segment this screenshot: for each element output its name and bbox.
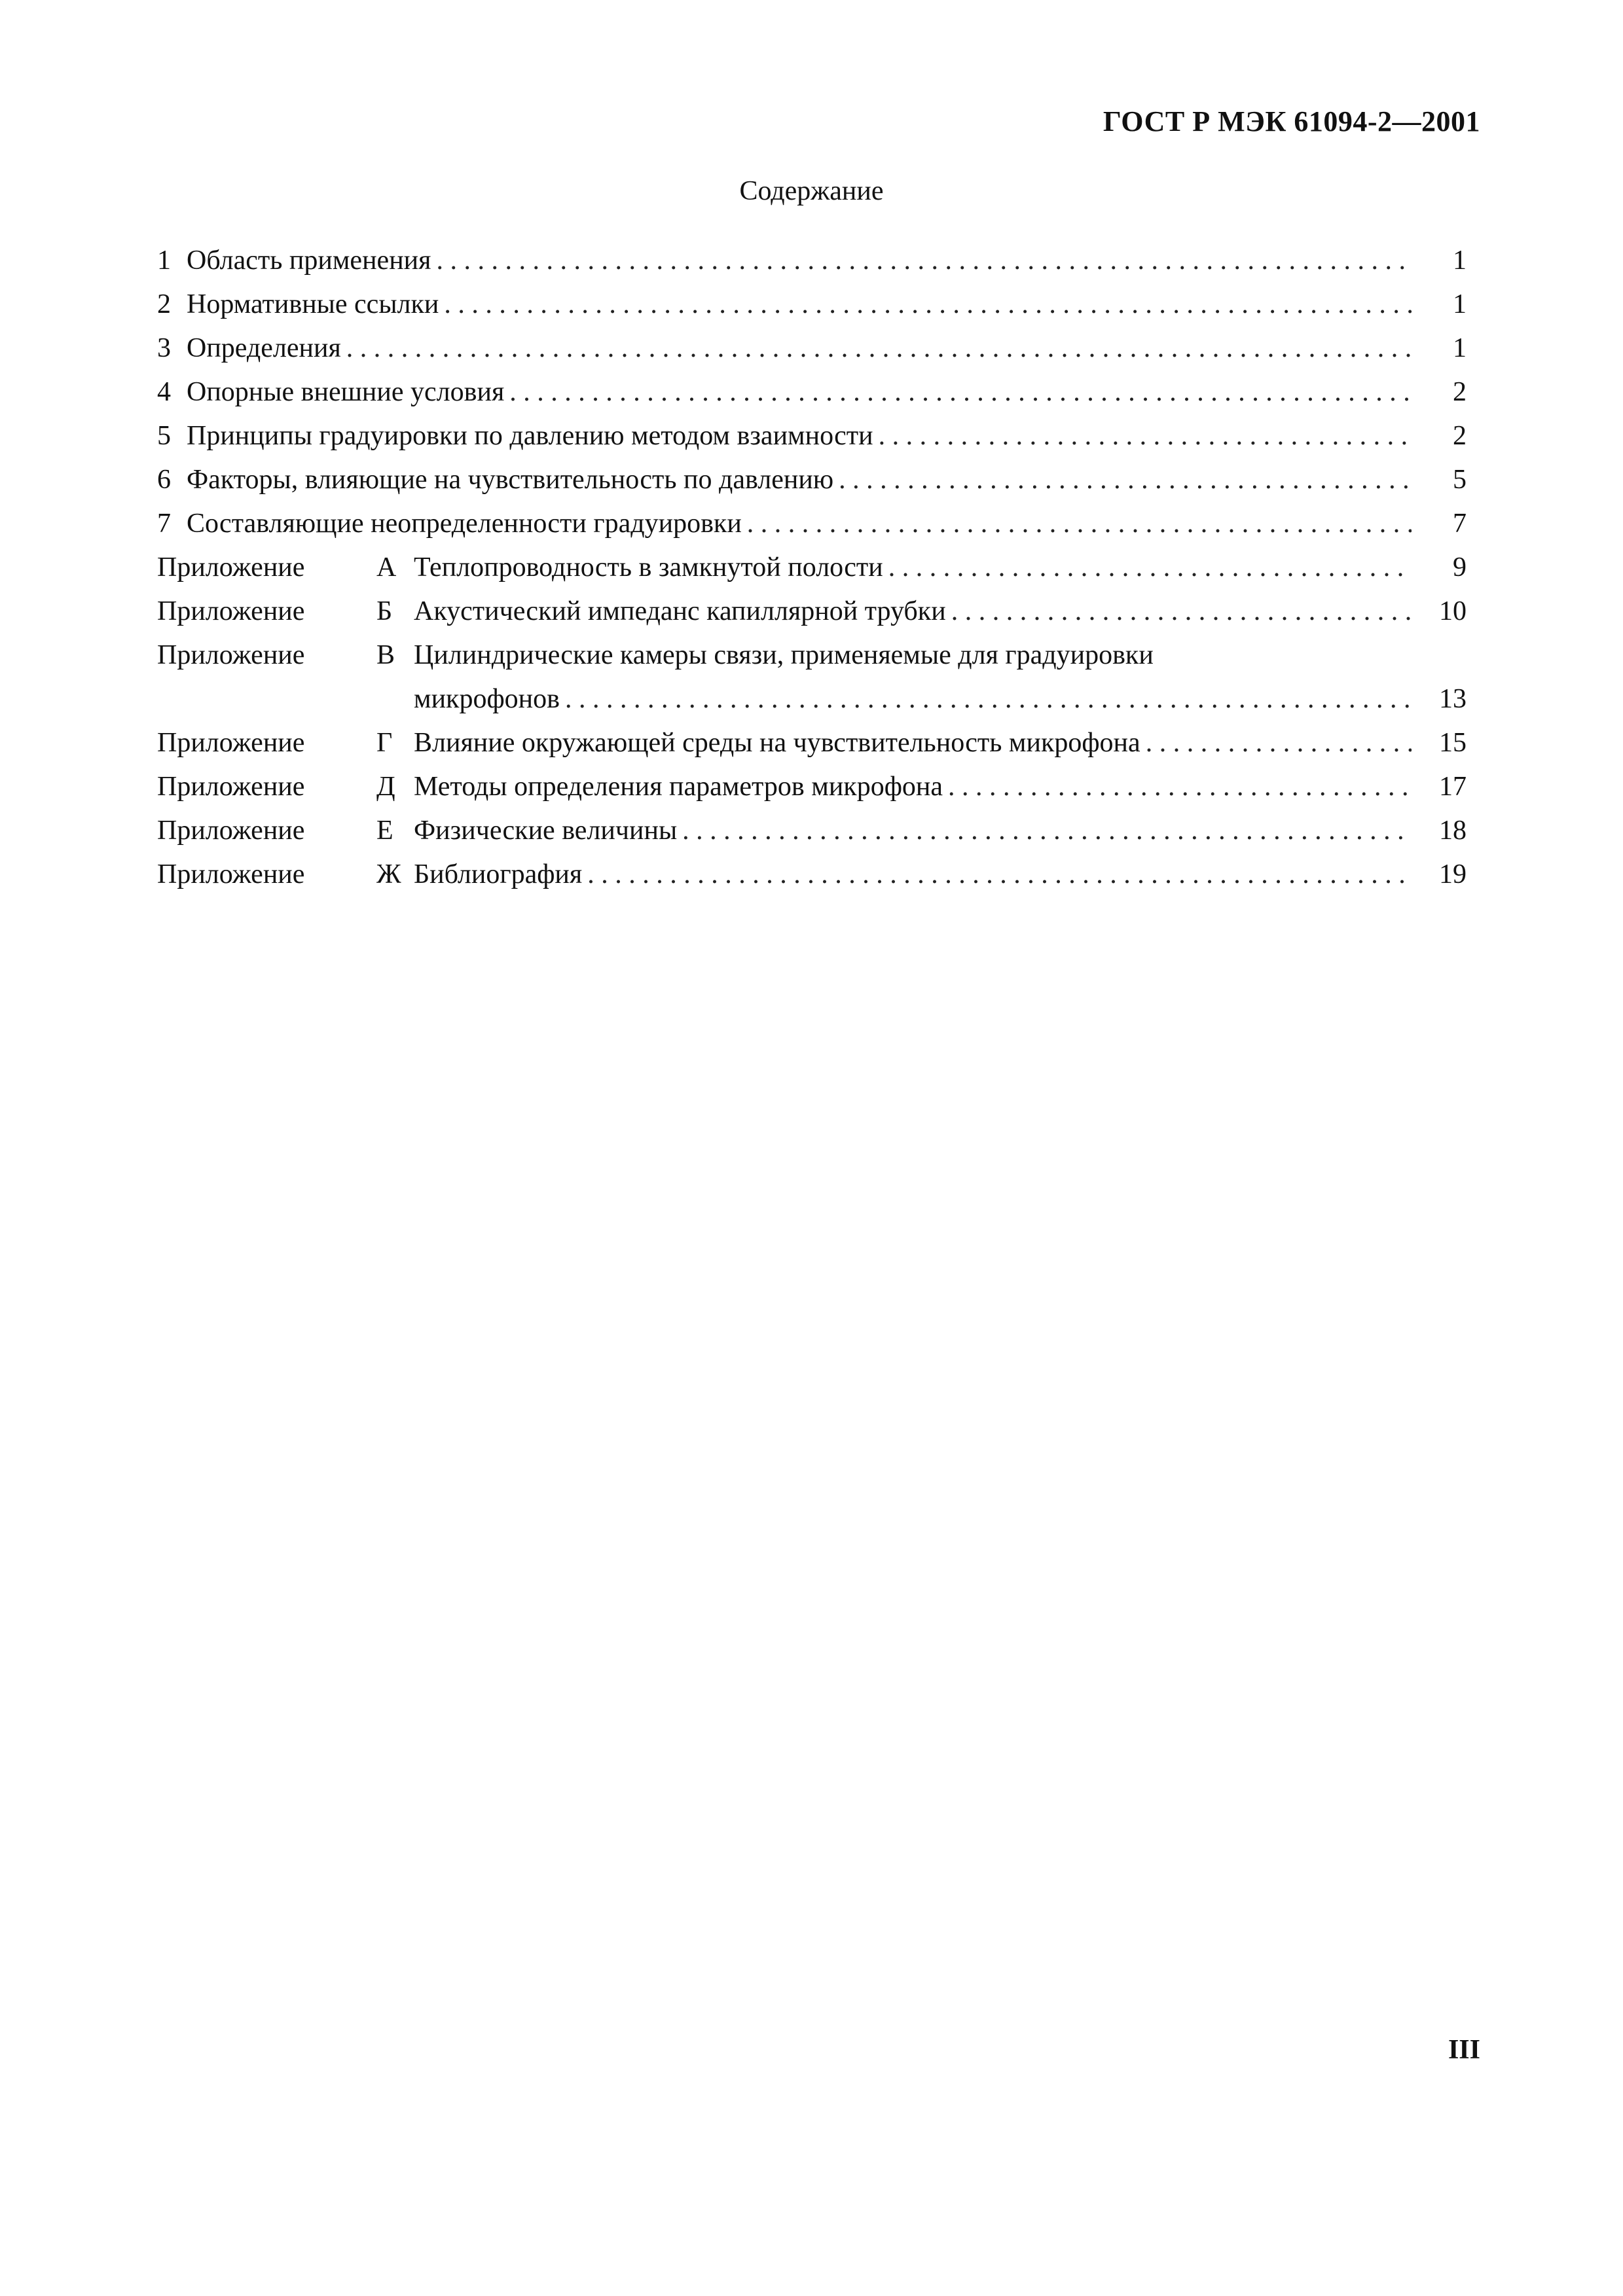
toc-annex-word: Приложение [157,772,305,802]
dot-leader [444,283,1412,327]
toc-entry-section-7[interactable] [157,502,1467,546]
dot-leader [951,590,1412,634]
toc-annex-title: Библиография [414,859,583,889]
toc-annex-title: Цилиндрические камеры связи, применяемые для градуировки [414,640,1154,670]
toc-section-number: 4 [157,377,171,407]
toc-annex-word: Приложение [157,859,305,889]
toc-entry-annex-zh[interactable] [157,853,1467,897]
toc-page-number: 15 [1439,728,1467,758]
table-of-contents [157,239,1467,897]
dot-leader [587,853,1412,897]
toc-annex-letter: Б [376,596,393,626]
toc-annex-letter: Ж [376,859,401,889]
toc-annex-title: Влияние окружающей среды на чувствительность микрофона [414,728,1140,758]
toc-section-number: 7 [157,509,171,539]
toc-annex-word: Приложение [157,728,305,758]
toc-annex-title: Теплопроводность в замкнутой полости [414,552,883,583]
toc-entry-annex-d[interactable] [157,765,1467,809]
dot-leader [509,370,1412,414]
toc-entry-annex-g[interactable] [157,721,1467,765]
toc-entry-section-3[interactable] [157,327,1467,370]
dot-leader [1146,721,1412,765]
toc-annex-letter: В [376,640,395,670]
toc-page-number: 17 [1439,772,1467,802]
toc-page-number: 1 [1453,245,1467,276]
toc-section-title: Определения [187,333,341,363]
dot-leader [888,546,1412,590]
toc-page-number: 13 [1439,684,1467,714]
toc-page-number: 9 [1453,552,1467,583]
toc-page-number: 18 [1439,816,1467,846]
toc-annex-word: Приложение [157,640,305,670]
toc-entry-annex-v-continued[interactable] [157,677,1467,721]
dot-leader [879,414,1412,458]
toc-annex-word: Приложение [157,552,305,583]
toc-section-title: Факторы, влияющие на чувствительность по давлению [187,465,834,495]
toc-section-number: 2 [157,289,171,319]
toc-section-title: Опорные внешние условия [187,377,505,407]
toc-entry-annex-b[interactable] [157,590,1467,634]
toc-entry-section-5[interactable] [157,414,1467,458]
dot-leader [565,677,1412,721]
toc-section-title: Составляющие неопределенности градуировки [187,509,742,539]
toc-page-number: 2 [1453,421,1467,451]
toc-annex-letter: Д [376,772,395,802]
toc-annex-word: Приложение [157,596,305,626]
toc-section-number: 1 [157,245,171,276]
toc-entry-annex-v[interactable] [157,634,1467,677]
toc-page-number: 2 [1453,377,1467,407]
toc-page-number: 19 [1439,859,1467,889]
toc-annex-word: Приложение [157,816,305,846]
toc-annex-letter: Е [376,816,393,846]
toc-annex-letter: А [376,552,397,583]
toc-annex-title: Методы определения параметров микрофона [414,772,943,802]
toc-page-number: 7 [1453,509,1467,539]
toc-entry-section-6[interactable] [157,458,1467,502]
toc-annex-title: Акустический импеданс капиллярной трубки [414,596,946,626]
toc-section-title: Область применения [187,245,431,276]
toc-section-number: 6 [157,465,171,495]
toc-page-number: 5 [1453,465,1467,495]
toc-page-number: 1 [1453,289,1467,319]
standard-id-header: ГОСТ Р МЭК 61094-2—2001 [1103,105,1480,137]
dot-leader [948,765,1412,809]
toc-entry-section-2[interactable] [157,283,1467,327]
page-number-footer: III [1448,2035,1480,2065]
toc-page-number: 10 [1439,596,1467,626]
toc-section-title: Принципы градуировки по давлению методом взаимности [187,421,873,451]
dot-leader [839,458,1412,502]
toc-title: Содержание [739,176,884,206]
toc-annex-title-continued: микрофонов [414,684,560,714]
toc-entry-annex-e[interactable] [157,809,1467,853]
dot-leader [346,327,1412,370]
dot-leader [436,239,1412,283]
toc-entry-annex-a[interactable] [157,546,1467,590]
dot-leader [682,809,1412,853]
toc-entry-section-4[interactable] [157,370,1467,414]
dot-leader [747,502,1412,546]
toc-annex-title: Физические величины [414,816,678,846]
toc-entry-section-1[interactable] [157,239,1467,283]
toc-section-number: 5 [157,421,171,451]
toc-page-number: 1 [1453,333,1467,363]
toc-annex-letter: Г [376,728,393,758]
toc-section-title: Нормативные ссылки [187,289,439,319]
toc-section-number: 3 [157,333,171,363]
